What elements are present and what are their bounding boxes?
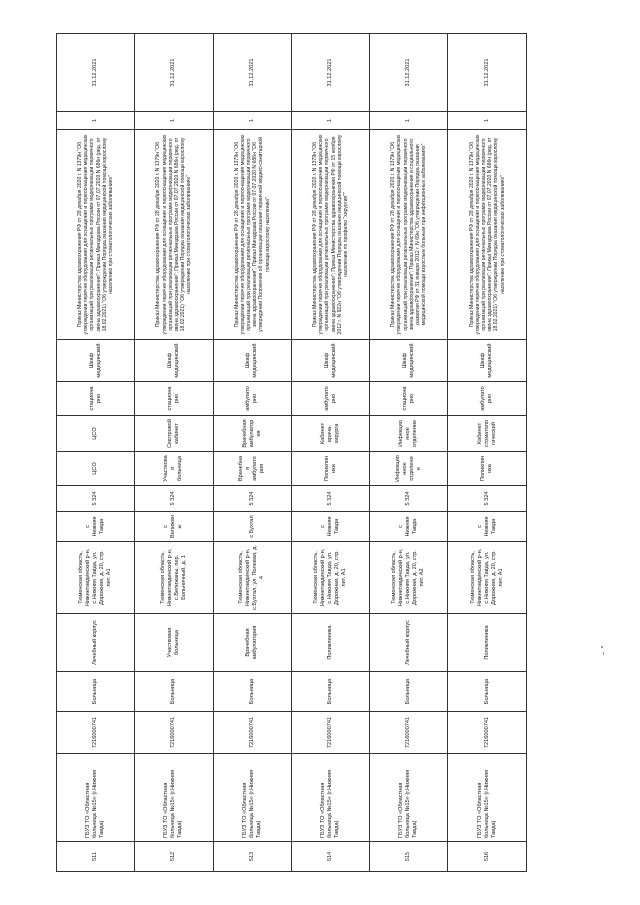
unit-cell: Врачебная амбулатория <box>213 452 291 486</box>
department-cell: ЦСО <box>57 416 135 452</box>
code-cell: 5 324 <box>370 486 448 512</box>
regulation-cell: Приказ Министерства здравоохранения РФ от 28 декабря 2020 г. N 1379н "Об утверждении перечня оборудования для оснащения и переоснащения медицинских организаций при реализации региональных программ модернизации первичного звена здравоохранения"; Приказ Минздрава России от 07.07.2020 N 686н (ред. от 18.02.2021) "Об утверждении Порядка оказания медицинской помощи взрослому населению при стоматологических заболеваниях" <box>57 130 135 340</box>
building-cell: Поликлиника <box>448 614 526 672</box>
department-cell: Смотровой кабинет <box>135 416 213 452</box>
quantity-cell: 1 <box>370 112 448 130</box>
inn-cell: 7216000741 <box>135 712 213 754</box>
department-cell: Кабинет врача-хирурга <box>291 416 369 452</box>
locality-cell: с Нижняя Тавда <box>448 512 526 542</box>
facility-type-cell: Больница <box>291 672 369 712</box>
equipment-name-cell: Шкаф медицинский <box>57 340 135 382</box>
quantity-cell: 1 <box>135 112 213 130</box>
rotated-table-wrapper <box>56 34 526 872</box>
department-cell: Кабинет стоматологический <box>448 416 526 452</box>
code-cell: 5 324 <box>135 486 213 512</box>
inn-cell: 7216000741 <box>448 712 526 754</box>
care-mode-cell: амбулаторно <box>291 382 369 416</box>
building-cell: Лечебный корпус <box>370 614 448 672</box>
inn-cell: 7216000741 <box>213 712 291 754</box>
address-cell: Тюменская область, Нижнетавдинский р-н, с.Нижняя Тавда, ул. Дорожная, д. 20, стр. лит. А1 <box>448 542 526 614</box>
equipment-register-table <box>56 33 527 872</box>
equipment-name-cell: Шкаф медицинский <box>370 340 448 382</box>
row-number-cell: 512 <box>135 842 213 872</box>
row-number-cell: 511 <box>57 842 135 872</box>
locality-cell: с Нижняя Тавда <box>57 512 135 542</box>
quantity-cell: 1 <box>448 112 526 130</box>
code-cell: 5 324 <box>291 486 369 512</box>
facility-type-cell: Больница <box>213 672 291 712</box>
equipment-name-cell: Шкаф медицинский <box>291 340 369 382</box>
department-cell: Инфекционное отделение <box>370 416 448 452</box>
building-cell: Участковая больница <box>135 614 213 672</box>
code-cell: 5 324 <box>57 486 135 512</box>
deadline-date-cell: 31.12.2021 <box>370 34 448 112</box>
locality-cell: с Бухтал <box>213 512 291 542</box>
inn-cell: 7216000741 <box>291 712 369 754</box>
inn-cell: 7216000741 <box>370 712 448 754</box>
organization-cell: ГБУЗ ТО «Областная больница №15» (г.Нижняя Тавда) <box>370 754 448 842</box>
address-cell: Тюменская область, Нижнетавдинский р-н, с.Нижняя Тавда, ул. Дорожная, д. 20, стр. лит. А1 <box>57 542 135 614</box>
deadline-date-cell: 31.12.2021 <box>135 34 213 112</box>
code-cell: 5 324 <box>448 486 526 512</box>
code-cell: 5 324 <box>213 486 291 512</box>
unit-cell: ЦСО <box>57 452 135 486</box>
quantity-cell: 1 <box>57 112 135 130</box>
equipment-name-cell: Шкаф медицинский <box>135 340 213 382</box>
address-cell: Тюменская область, Нижнетавдинский р-н, с.Бухтал, ул. Полевая, д. 4 <box>213 542 291 614</box>
facility-type-cell: Больница <box>57 672 135 712</box>
unit-cell: Поликлиника <box>291 452 369 486</box>
locality-cell: с Велижаны <box>135 512 213 542</box>
deadline-date-cell: 31.12.2021 <box>448 34 526 112</box>
regulation-cell: Приказ Министерства здравоохранения РФ от 28 декабря 2020 г. N 1379н "Об утверждении перечня оборудования для оснащения и переоснащения медицинских организаций при реализации региональных программ модернизации первичного звена здравоохранения"; Приказ Министерства здравоохранения и социального развития РФ от 31 января 2012 г. N 69н "Об утверждении Порядка оказания медицинской помощи взрослым больным при инфекционных заболеваниях" <box>370 130 448 340</box>
equipment-name-cell: Шкаф медицинский <box>213 340 291 382</box>
table-row <box>57 34 135 872</box>
row-number-cell: 516 <box>448 842 526 872</box>
table-row <box>213 34 291 872</box>
unit-cell: Поликлиника <box>448 452 526 486</box>
care-mode-cell: амбулаторно <box>448 382 526 416</box>
row-number-cell: 514 <box>291 842 369 872</box>
organization-cell: ГБУЗ ТО «Областная больница №15» (г.Нижняя Тавда) <box>57 754 135 842</box>
care-mode-cell: стационарно <box>57 382 135 416</box>
facility-type-cell: Больница <box>448 672 526 712</box>
regulation-cell: Приказ Министерства здравоохранения РФ от 28 декабря 2020 г. N 1379н "Об утверждении перечня оборудования для оснащения и переоснащения медицинских организаций при реализации региональных программ модернизации первичного звена здравоохранения"; Приказ Минздрава России от 07.07.2020 N 686н "Об утверждении Положения об организации оказания первичной медико-санитарной помощи взрослому населению" <box>213 130 291 340</box>
building-cell: Врачебная амбулатория <box>213 614 291 672</box>
building-cell: Лечебный корпус <box>57 614 135 672</box>
equipment-name-cell: Шкаф медицинский <box>448 340 526 382</box>
care-mode-cell: стационарно <box>135 382 213 416</box>
department-cell: Врачебная амбулатория <box>213 416 291 452</box>
deadline-date-cell: 31.12.2021 <box>291 34 369 112</box>
facility-type-cell: Больница <box>370 672 448 712</box>
unit-cell: Инфекционное отделение <box>370 452 448 486</box>
regulation-cell: Приказ Министерства здравоохранения РФ от 28 декабря 2020 г. N 1379н "Об утверждении перечня оборудования для оснащения и переоснащения медицинских организаций при реализации региональных программ модернизации первичного звена здравоохранения"; Приказ Минздрава России от 07.07.2020 N 686н (ред. от 18.02.2021) "Об утверждении Порядка оказания медицинской помощи взрослому населению при стоматологических заболеваниях" <box>135 130 213 340</box>
scan-speck <box>601 646 603 648</box>
table-row <box>448 34 526 872</box>
deadline-date-cell: 31.12.2021 <box>213 34 291 112</box>
locality-cell: с Нижняя Тавда <box>291 512 369 542</box>
building-cell: Поликлиника <box>291 614 369 672</box>
quantity-cell: 1 <box>291 112 369 130</box>
regulation-cell: Приказ Министерства здравоохранения РФ от 28 декабря 2020 г. N 1379н "Об утверждении перечня оборудования для оснащения и переоснащения медицинских организаций при реализации региональных программ модернизации первичного звена здравоохранения"; Приказ Министерства здравоохранения РФ от 15 ноября 2012 г. N 922н "Об утверждении Порядка оказания медицинской помощи взрослому населению по профилю "хирургия"" <box>291 130 369 340</box>
table-row <box>370 34 448 872</box>
table-row <box>135 34 213 872</box>
deadline-date-cell: 31.12.2021 <box>57 34 135 112</box>
facility-type-cell: Больница <box>135 672 213 712</box>
table-body <box>57 34 527 872</box>
locality-cell: с Нижняя Тавда <box>370 512 448 542</box>
row-number-cell: 513 <box>213 842 291 872</box>
care-mode-cell: амбулаторно <box>213 382 291 416</box>
quantity-cell: 1 <box>213 112 291 130</box>
address-cell: Тюменская область, Нижнетавдинский р-н, с.Велижаны, пер. Больничный, д. 1 <box>135 542 213 614</box>
organization-cell: ГБУЗ ТО «Областная больница №15» (г.Нижняя Тавда) <box>448 754 526 842</box>
organization-cell: ГБУЗ ТО «Областная больница №15» (г.Нижняя Тавда) <box>213 754 291 842</box>
regulation-cell: Приказ Министерства здравоохранения РФ от 28 декабря 2020 г. N 1379н "Об утверждении перечня оборудования для оснащения и переоснащения медицинских организаций при реализации региональных программ модернизации первичного звена здравоохранения"; Приказ Минздрава России от 07.07.2020 N 686н (ред. от 18.02.2021) "Об утверждении Порядка оказания медицинской помощи взрослому населению при стоматологических заболеваниях" <box>448 130 526 340</box>
organization-cell: ГБУЗ ТО «Областная больница №15» (г.Нижняя Тавда) <box>291 754 369 842</box>
scan-speck <box>603 652 604 655</box>
address-cell: Тюменская область, Нижнетавдинский р-н, с.Нижняя Тавда, ул. Дорожная, д. 20, стр. лит. А1 <box>291 542 369 614</box>
address-cell: Тюменская область, Нижнетавдинский р-н, с.Нижняя Тавда, ул. Дорожная, д. 20, стр. лит. А2 <box>370 542 448 614</box>
table-row <box>291 34 369 872</box>
organization-cell: ГБУЗ ТО «Областная больница №15» (г.Нижняя Тавда) <box>135 754 213 842</box>
unit-cell: Участковая больница <box>135 452 213 486</box>
care-mode-cell: стационарно <box>370 382 448 416</box>
row-number-cell: 515 <box>370 842 448 872</box>
inn-cell: 7216000741 <box>57 712 135 754</box>
